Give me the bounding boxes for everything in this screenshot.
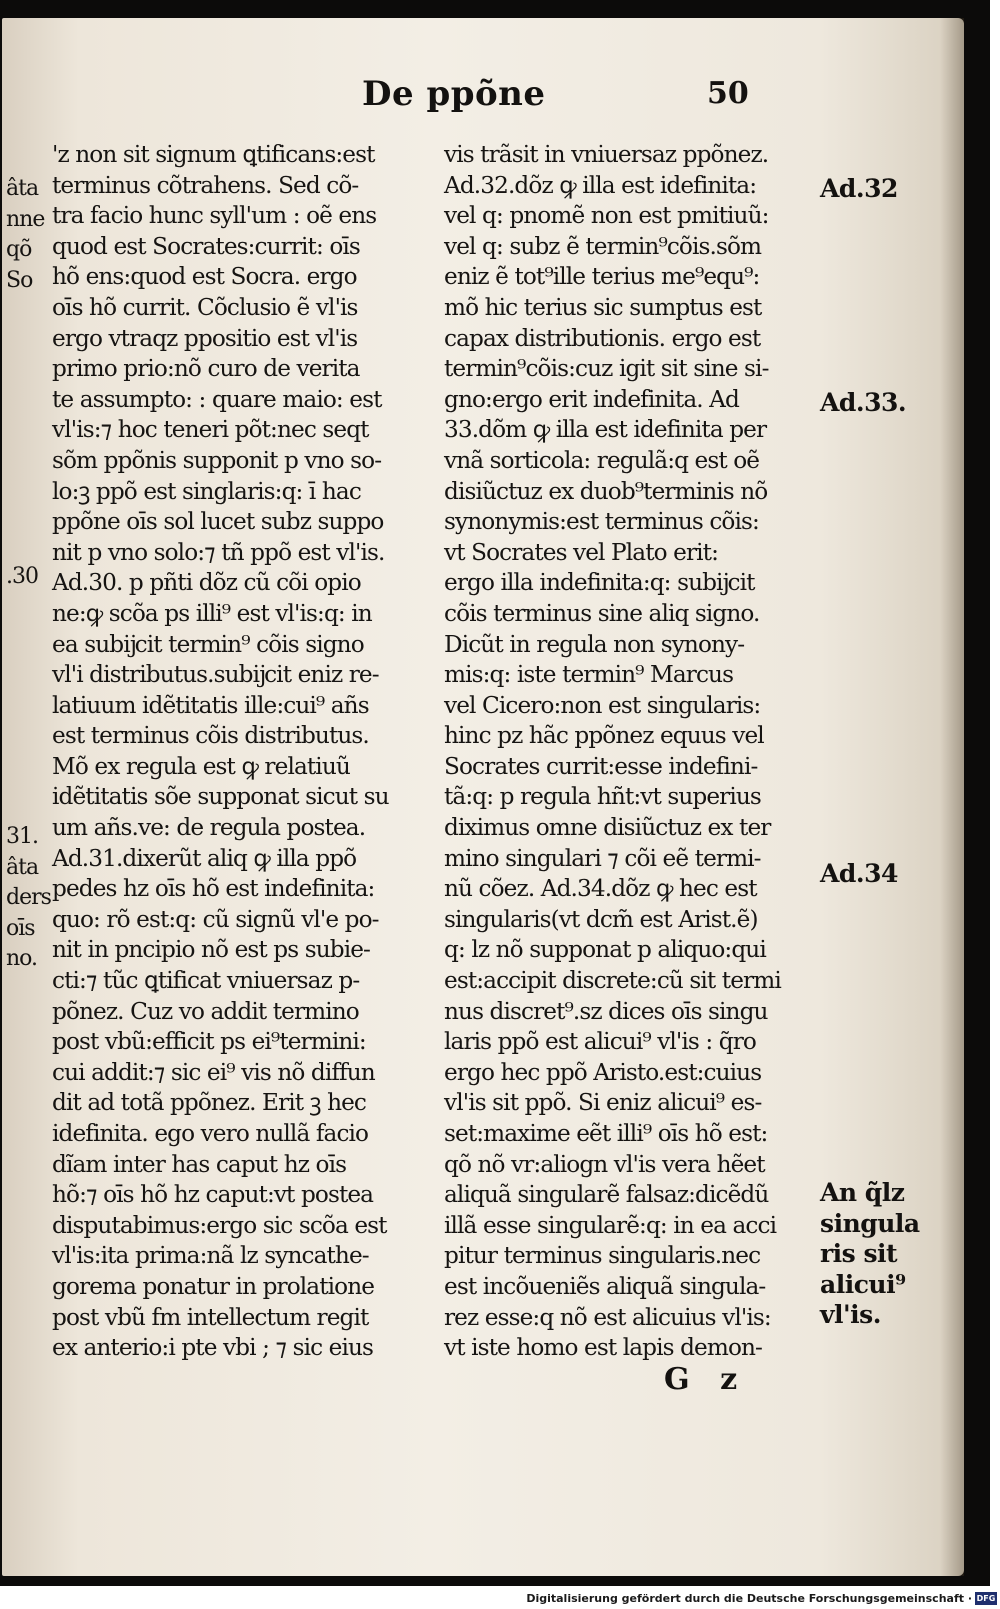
text-line: dit ad totã ppõnez. Erit ꝫ hec xyxy=(52,1089,367,1117)
text-line: Dicũt in regula non synony- xyxy=(444,630,745,658)
text-line: ergo vtraqz ppositio est vl'is xyxy=(52,324,358,352)
text-line: ex anterio:i pte vbi ; ⁊ sic eius xyxy=(52,1334,374,1362)
text-line: gno:ergo erit indefinita. Ad xyxy=(444,385,739,413)
margin-note-line: singula xyxy=(820,1208,920,1238)
text-line: vt Socrates vel Plato erit: xyxy=(444,538,718,566)
text-line: pitur terminus singularis.nec xyxy=(444,1242,761,1270)
text-column-right xyxy=(444,140,812,1364)
facing-page-bleed-lower xyxy=(6,822,51,975)
text-line: synonymis:est terminus cõis: xyxy=(444,508,759,536)
text-column-left xyxy=(52,140,424,1364)
text-line: set:maxime eẽt illi⁹ oīs hõ est: xyxy=(444,1120,768,1147)
bleed-line: qõ xyxy=(6,237,32,263)
text-line: est incõueniẽs aliquã singula- xyxy=(444,1272,766,1300)
bleed-line: ders xyxy=(6,885,51,911)
text-line: hõ ens:quod est Socra. ergo xyxy=(52,263,357,291)
facing-page-bleed-upper xyxy=(6,174,46,296)
text-line: mis:q: iste termin⁹ Marcus xyxy=(444,661,734,689)
text-line: 33.dõm ꝙ illa est idefinita per xyxy=(444,416,767,444)
text-line: est:accipit discrete:cũ sit termi xyxy=(444,967,781,995)
text-line: singularis(vt dcm̃ est Arist.ẽ) xyxy=(444,905,758,933)
text-line: cti:⁊ tũc ꝗtificat vniuersaz p- xyxy=(52,967,360,995)
text-line: vis trãsit in vniuersaz ppõnez. xyxy=(444,141,769,168)
text-line: nit in pncipio nõ est ps subie- xyxy=(52,936,370,964)
text-line: vt iste homo est lapis demon- xyxy=(444,1334,762,1362)
text-line: oīs hõ currit. Cõclusio ẽ vl'is xyxy=(52,293,358,321)
margin-note-line: ris sit xyxy=(820,1239,898,1269)
text-line: vel q: pnomẽ non est pmitiuũ: xyxy=(444,202,769,230)
text-line: ppõne oīs sol lucet subz suppo xyxy=(52,508,384,536)
text-line: qõ nõ vr:aliogn vl'is vera hẽet xyxy=(444,1150,765,1178)
text-line: primo prio:nõ curo de verita xyxy=(52,355,360,383)
text-line: vl'i distributus.subĳcit eniz re- xyxy=(52,661,379,689)
signature-mark: G z xyxy=(664,1362,748,1397)
text-line: post vbũ fm intellectum regit xyxy=(52,1303,369,1331)
text-line: q: lz nõ supponat p aliquo:qui xyxy=(444,936,766,964)
book-page xyxy=(2,18,964,1576)
text-line: termin⁹cõis:cuz igit sit sine si- xyxy=(444,355,769,383)
bleed-line: .30 xyxy=(6,564,38,589)
text-line: ergo illa indefinita:q: subĳcit xyxy=(444,569,755,597)
text-line: põnez. Cuz vo addit termino xyxy=(52,997,359,1025)
margin-note-ad32: Ad.32 xyxy=(820,174,898,203)
text-line: gorema ponatur in prolatione xyxy=(52,1272,375,1300)
text-line: cui addit:⁊ sic ei⁹ vis nõ diffun xyxy=(52,1058,375,1086)
text-line: nũ cõez. Ad.34.dõz ꝙ hec est xyxy=(444,875,757,903)
text-line: diximus omne disiũctuz ex ter xyxy=(444,814,771,842)
text-line: aliquã singularẽ falsaz:dicẽdũ xyxy=(444,1181,769,1209)
text-line: hinc pz hãc ppõnez equus vel xyxy=(444,722,764,750)
text-line: Ad.30. p pñti dõz cũ cõi opio xyxy=(52,569,361,597)
text-line: latiuum idẽtitatis ille:cui⁹ añs xyxy=(52,691,369,719)
text-line: est terminus cõis distributus. xyxy=(52,722,369,750)
text-line: illã esse singularẽ:q: in ea acci xyxy=(444,1211,777,1239)
text-line: dĩam inter has caput hz oīs xyxy=(52,1150,347,1178)
margin-note-ad34: Ad.34 xyxy=(820,859,898,888)
text-line: cõis terminus sine aliq signo. xyxy=(444,599,760,627)
text-line: quod est Socrates:currit: oīs xyxy=(52,232,360,260)
bleed-line: no. xyxy=(6,946,38,972)
text-line: disputabimus:ergo sic scõa est xyxy=(52,1211,387,1239)
margin-note-line: An q̃lz xyxy=(820,1178,905,1207)
margin-note-line: vl'is. xyxy=(820,1300,881,1330)
running-head: De ppõne xyxy=(362,74,546,114)
text-line: vl'is:⁊ hoc teneri põt:nec seqt xyxy=(52,416,369,444)
text-line: tã:q: p regula hñt:vt superius xyxy=(444,783,761,811)
text-line: post vbũ:efficit ps ei⁹termini: xyxy=(52,1028,366,1056)
text-line: eniz ẽ tot⁹ille terius me⁹equ⁹: xyxy=(444,263,760,291)
margin-note-ad33: Ad.33. xyxy=(820,388,907,417)
text-line: Socrates currit:esse indefini- xyxy=(444,752,758,780)
text-line: laris ppõ est alicui⁹ vl'is : q̃ro xyxy=(444,1028,756,1056)
text-line: terminus cõtrahens. Sed cõ- xyxy=(52,171,359,199)
text-line: disiũctuz ex duob⁹terminis nõ xyxy=(444,477,768,505)
text-line: idefinita. ego vero nullã facio xyxy=(52,1120,369,1147)
text-line: te assumpto: : quare maio: est xyxy=(52,385,382,413)
bleed-line: So xyxy=(6,267,33,293)
text-line: lo:ꝫ ppõ est singlaris:q: ī hac xyxy=(52,477,361,505)
facing-page-bleed-middle xyxy=(6,562,46,593)
text-line: sõm ppõnis supponit p vno so- xyxy=(52,446,382,474)
text-line: rez esse:q nõ est alicuius vl'is: xyxy=(444,1303,771,1331)
folio-number: 50 xyxy=(707,76,749,111)
text-line: ea subĳcit termin⁹ cõis signo xyxy=(52,630,364,658)
digitization-credit: Digitalisierung gefördert durch die Deutsche Forschungsgemeinschaft · xyxy=(526,1592,972,1605)
text-line: vl'is:ita prima:nã lz syncathe- xyxy=(52,1242,369,1270)
text-line: 'z non sit signum ꝗtificans:est xyxy=(52,141,375,168)
text-line: Mõ ex regula est ꝙ relatiuũ xyxy=(52,752,350,780)
text-line: um añs.ve: de regula postea. xyxy=(52,814,366,842)
text-line: pedes hz oīs hõ est indefinita: xyxy=(52,875,375,903)
dfg-logo: DFG xyxy=(976,1594,996,1603)
text-line: tra facio hunc syll'um : oẽ ens xyxy=(52,202,377,230)
text-line: mõ hic terius sic sumptus est xyxy=(444,293,762,321)
text-line: quo: rõ est:q: cũ signũ vl'e po- xyxy=(52,905,379,933)
margin-note-line: alicui⁹ xyxy=(820,1269,906,1299)
text-line: mino singulari ⁊ cõi eẽ termi- xyxy=(444,844,761,872)
text-line: capax distributionis. ergo est xyxy=(444,324,761,352)
text-line: ne:ꝙ scõa ps illi⁹ est vl'is:q: in xyxy=(52,599,372,627)
bleed-line: nne xyxy=(6,206,45,232)
margin-note-quaestio xyxy=(820,1178,932,1331)
bleed-line: âta xyxy=(6,854,39,880)
bleed-line: 31. xyxy=(6,824,38,849)
bleed-line: oīs xyxy=(6,915,35,941)
text-line: hõ:⁊ oīs hõ hz caput:vt postea xyxy=(52,1181,374,1209)
text-line: ergo hec ppõ Aristo.est:cuius xyxy=(444,1058,762,1086)
text-line: idẽtitatis sõe supponat sicut su xyxy=(52,783,389,811)
text-line: Ad.31.dixerũt aliq ꝙ illa ppõ xyxy=(52,844,357,872)
text-line: nit p vno solo:⁊ tñ ppõ est vl'is. xyxy=(52,538,385,566)
text-line: nus discret⁹.sz dices oīs singu xyxy=(444,997,768,1025)
text-line: vel Cicero:non est singularis: xyxy=(444,691,761,719)
text-line: vl'is sit ppõ. Si eniz alicui⁹ es- xyxy=(444,1089,762,1117)
page-edge-shadow xyxy=(940,18,964,1576)
text-line: vnã sorticola: regulã:q est oẽ xyxy=(444,446,760,474)
bleed-line: âta xyxy=(6,176,39,201)
text-line: vel q: subz ẽ termin⁹cõis.sõm xyxy=(444,232,762,260)
text-line: Ad.32.dõz ꝙ illa est idefinita: xyxy=(444,171,757,199)
